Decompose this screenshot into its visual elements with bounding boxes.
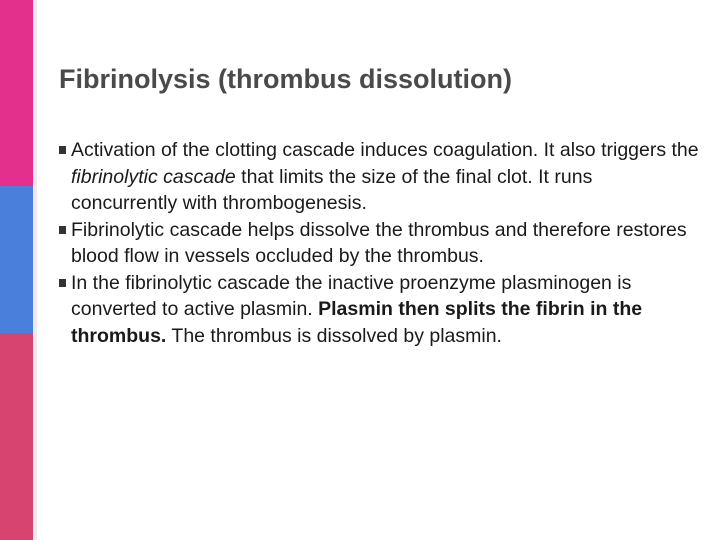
bullet-text: Activation of the clotting cascade induces coagulation. It also triggers the [71,139,699,161]
bullet-item-activation [59,137,699,217]
bullet-text: The thrombus is dissolved by plasmin. [166,324,502,347]
accent-bar-rose [0,333,33,540]
bullet-list [59,137,699,349]
accent-bar-pink [0,0,33,186]
bullet-text: In the fibrinolytic cascade the inactive proenzyme plasminogen is converted to active plasmin. [71,271,632,320]
side-accent-bar [0,0,33,540]
accent-bar-blue [0,186,33,333]
slide-title: Fibrinolysis (thrombus dissolution) [59,64,513,94]
square-bullet-icon [59,279,66,287]
accent-bar-edge [33,0,37,540]
bullet-item-fibrinolytic-cascade [59,217,699,270]
bullet-item-plasmin [59,270,699,350]
bullet-text-bold: Plasmin then splits the fibrin in the thrombus. [71,298,643,347]
bullet-text: Fibrinolytic cascade helps dissolve the thrombus and therefore restores blood flow in vessels occluded by the thrombus. [71,218,687,267]
bullet-text: that limits the size of the final clot. It runs concurrently with thrombogenesis. [71,165,593,214]
square-bullet-icon [59,226,66,234]
bullet-text-italic: fibrinolytic cascade [71,165,236,188]
square-bullet-icon [59,146,66,154]
